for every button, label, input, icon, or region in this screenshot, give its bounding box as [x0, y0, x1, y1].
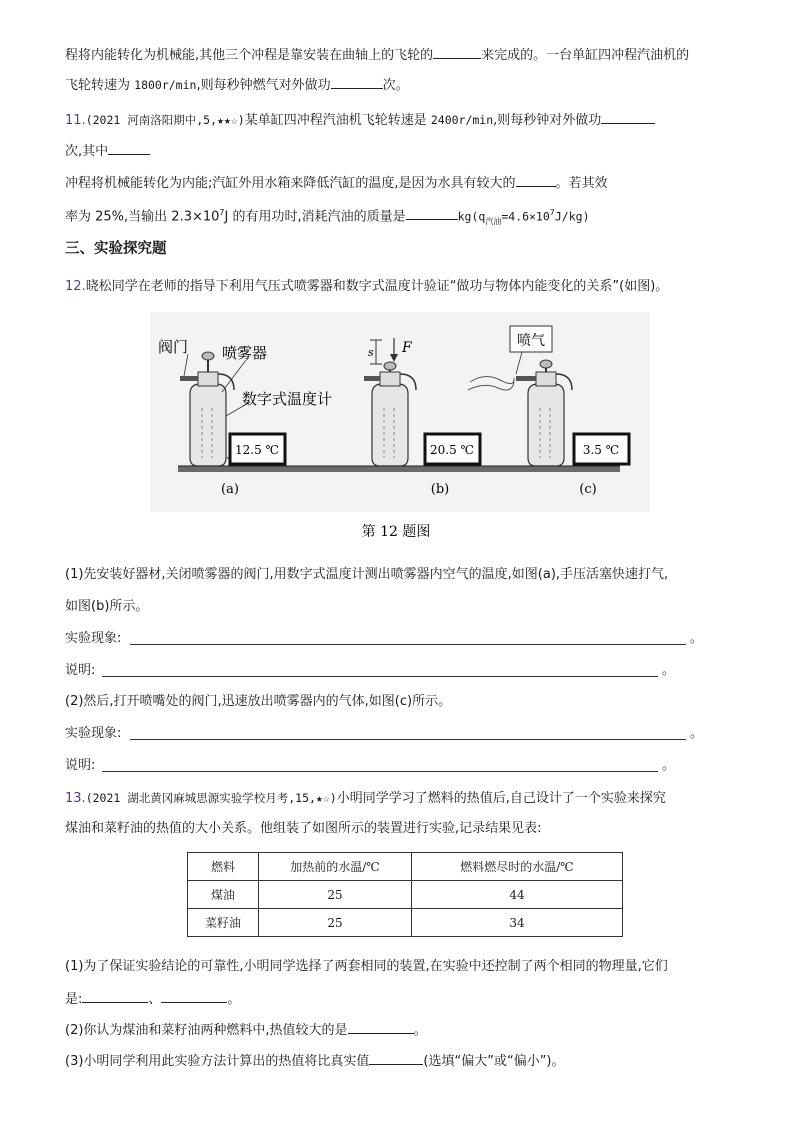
table-cell: 煤油	[188, 881, 259, 909]
table-header-row	[188, 853, 623, 881]
temp-b: 20.5 ℃	[430, 443, 474, 457]
label-valve: 阀门	[158, 338, 189, 356]
answer-blank[interactable]	[601, 111, 655, 124]
q12-phenomenon-label-2: 实验现象:	[65, 726, 122, 741]
q12-explain-label-2: 说明:	[65, 758, 96, 773]
subfig-a: (a)	[221, 482, 239, 497]
fuel-table	[187, 852, 623, 937]
q13-line2: 煤油和菜籽油的热值的大小关系。他组装了如图所示的装置进行实验,记录结果见表:	[65, 821, 542, 836]
table-cell: 菜籽油	[188, 909, 259, 937]
label-s: s	[368, 346, 374, 359]
subfig-c: (c)	[579, 482, 597, 497]
q11-line3: 冲程将机械能转化为内能;汽缸外用水箱来降低汽缸的温度,是因为水具有较大的 。若其效	[65, 176, 608, 191]
table-cell: 44	[412, 881, 623, 909]
q10-line2: 飞轮转速为 1800r/min,则每秒钟燃气对外做功 次。	[65, 78, 409, 93]
question-source: (2021 湖北黄冈麻城思源实验学校月考,15,★☆)	[85, 791, 337, 805]
answer-blank[interactable]	[82, 990, 148, 1003]
answer-blank[interactable]	[348, 1021, 414, 1034]
q12-intro: 12.晓松同学在老师的指导下利用气压式喷雾器和数字式温度计验证“做功与物体内能变化的关系”(如图)。	[65, 279, 669, 294]
temp-a: 12.5 ℃	[235, 443, 279, 457]
table-row	[188, 909, 623, 937]
answer-blank[interactable]	[331, 76, 383, 89]
answer-line[interactable]	[102, 675, 658, 677]
label-force: F	[402, 340, 412, 356]
q12-part1-line2: 如图(b)所示。	[65, 599, 149, 614]
label-spray: 喷气	[517, 333, 545, 349]
q11-line4: 率为 25%,当输出 $2.3\times 10^7J$ 的有用功时,消耗汽油的质量是 $kg(q_{汽油}=4.6\times 10^7J/kg)$	[65, 208, 590, 226]
period: 。	[690, 631, 704, 646]
q13-part2: (2)你认为煤油和菜籽油两种燃料中,热值较大的是 。	[65, 1023, 427, 1038]
table-cell: 25	[259, 909, 412, 937]
table-header: 加热前的水温/℃	[259, 853, 412, 881]
ground-surface	[178, 466, 620, 472]
q12-explain-label-1: 说明:	[65, 663, 96, 678]
q13-part1-line2: 是: 、 。	[65, 992, 241, 1007]
period: 。	[690, 726, 704, 741]
q13-line1: 13.(2021 湖北黄冈麻城思源实验学校月考,15,★☆)小明同学学习了燃料的热值后,自己设计了一个实验来探究	[65, 791, 666, 806]
table-header: 燃料	[188, 853, 259, 881]
section-title: 三、实验探究题	[65, 241, 167, 257]
table-cell: 34	[412, 909, 623, 937]
table-cell: 25	[259, 881, 412, 909]
answer-blank[interactable]	[406, 207, 458, 220]
question-number: 11.	[65, 113, 86, 128]
label-thermometer: 数字式温度计	[242, 390, 333, 408]
q13-part1-line1: (1)为了保证实验结论的可靠性,小明同学选择了两套相同的装置,在实验中还控制了两个相同的物理量,它们	[65, 959, 668, 974]
q11-line1: 11.(2021 河南洛阳期中,5,★★☆)某单缸四冲程汽油机飞轮转速是 2400r/min,则每秒钟对外做功	[65, 111, 655, 130]
q13-part3: (3)小明同学利用此实验方法计算出的热值将比真实值 (选填“偏大”或“偏小”)。	[65, 1054, 565, 1069]
q12-phenomenon-label-1: 实验现象:	[65, 631, 122, 646]
question-source: (2021 河南洛阳期中,5,★★☆)	[85, 113, 245, 127]
answer-line[interactable]	[102, 770, 658, 772]
answer-blank[interactable]	[516, 174, 556, 187]
question-number: 13.	[65, 791, 86, 806]
answer-line[interactable]	[130, 738, 686, 740]
question-number: 12.	[65, 279, 86, 294]
q11-line2: 次,其中	[65, 142, 150, 161]
answer-blank[interactable]	[369, 1052, 423, 1065]
answer-line[interactable]	[130, 643, 686, 645]
period: 。	[662, 758, 676, 773]
q10-line1: 程将内能转化为机械能,其他三个冲程是靠安装在曲轴上的飞轮的 来完成的。一台单缸四冲程汽油机的	[65, 48, 690, 63]
table-header: 燃料燃尽时的水温/℃	[412, 853, 623, 881]
subfig-b: (b)	[430, 482, 450, 497]
answer-blank[interactable]	[433, 46, 481, 59]
temp-c: 3.5 ℃	[582, 443, 620, 457]
table-row	[188, 881, 623, 909]
period: 。	[662, 663, 676, 678]
answer-blank[interactable]	[161, 990, 227, 1003]
label-sprayer: 喷雾器	[222, 344, 268, 362]
q12-part2: (2)然后,打开喷嘴处的阀门,迅速放出喷雾器内的气体,如图(c)所示。	[65, 694, 452, 709]
answer-blank[interactable]	[108, 142, 150, 155]
figure-12	[150, 312, 650, 552]
q12-part1-line1: (1)先安装好器材,关闭喷雾器的阀门,用数字式温度计测出喷雾器内空气的温度,如图(a),手压活塞快速打气,	[65, 567, 669, 582]
figure-caption: 第 12 题图	[361, 524, 431, 540]
